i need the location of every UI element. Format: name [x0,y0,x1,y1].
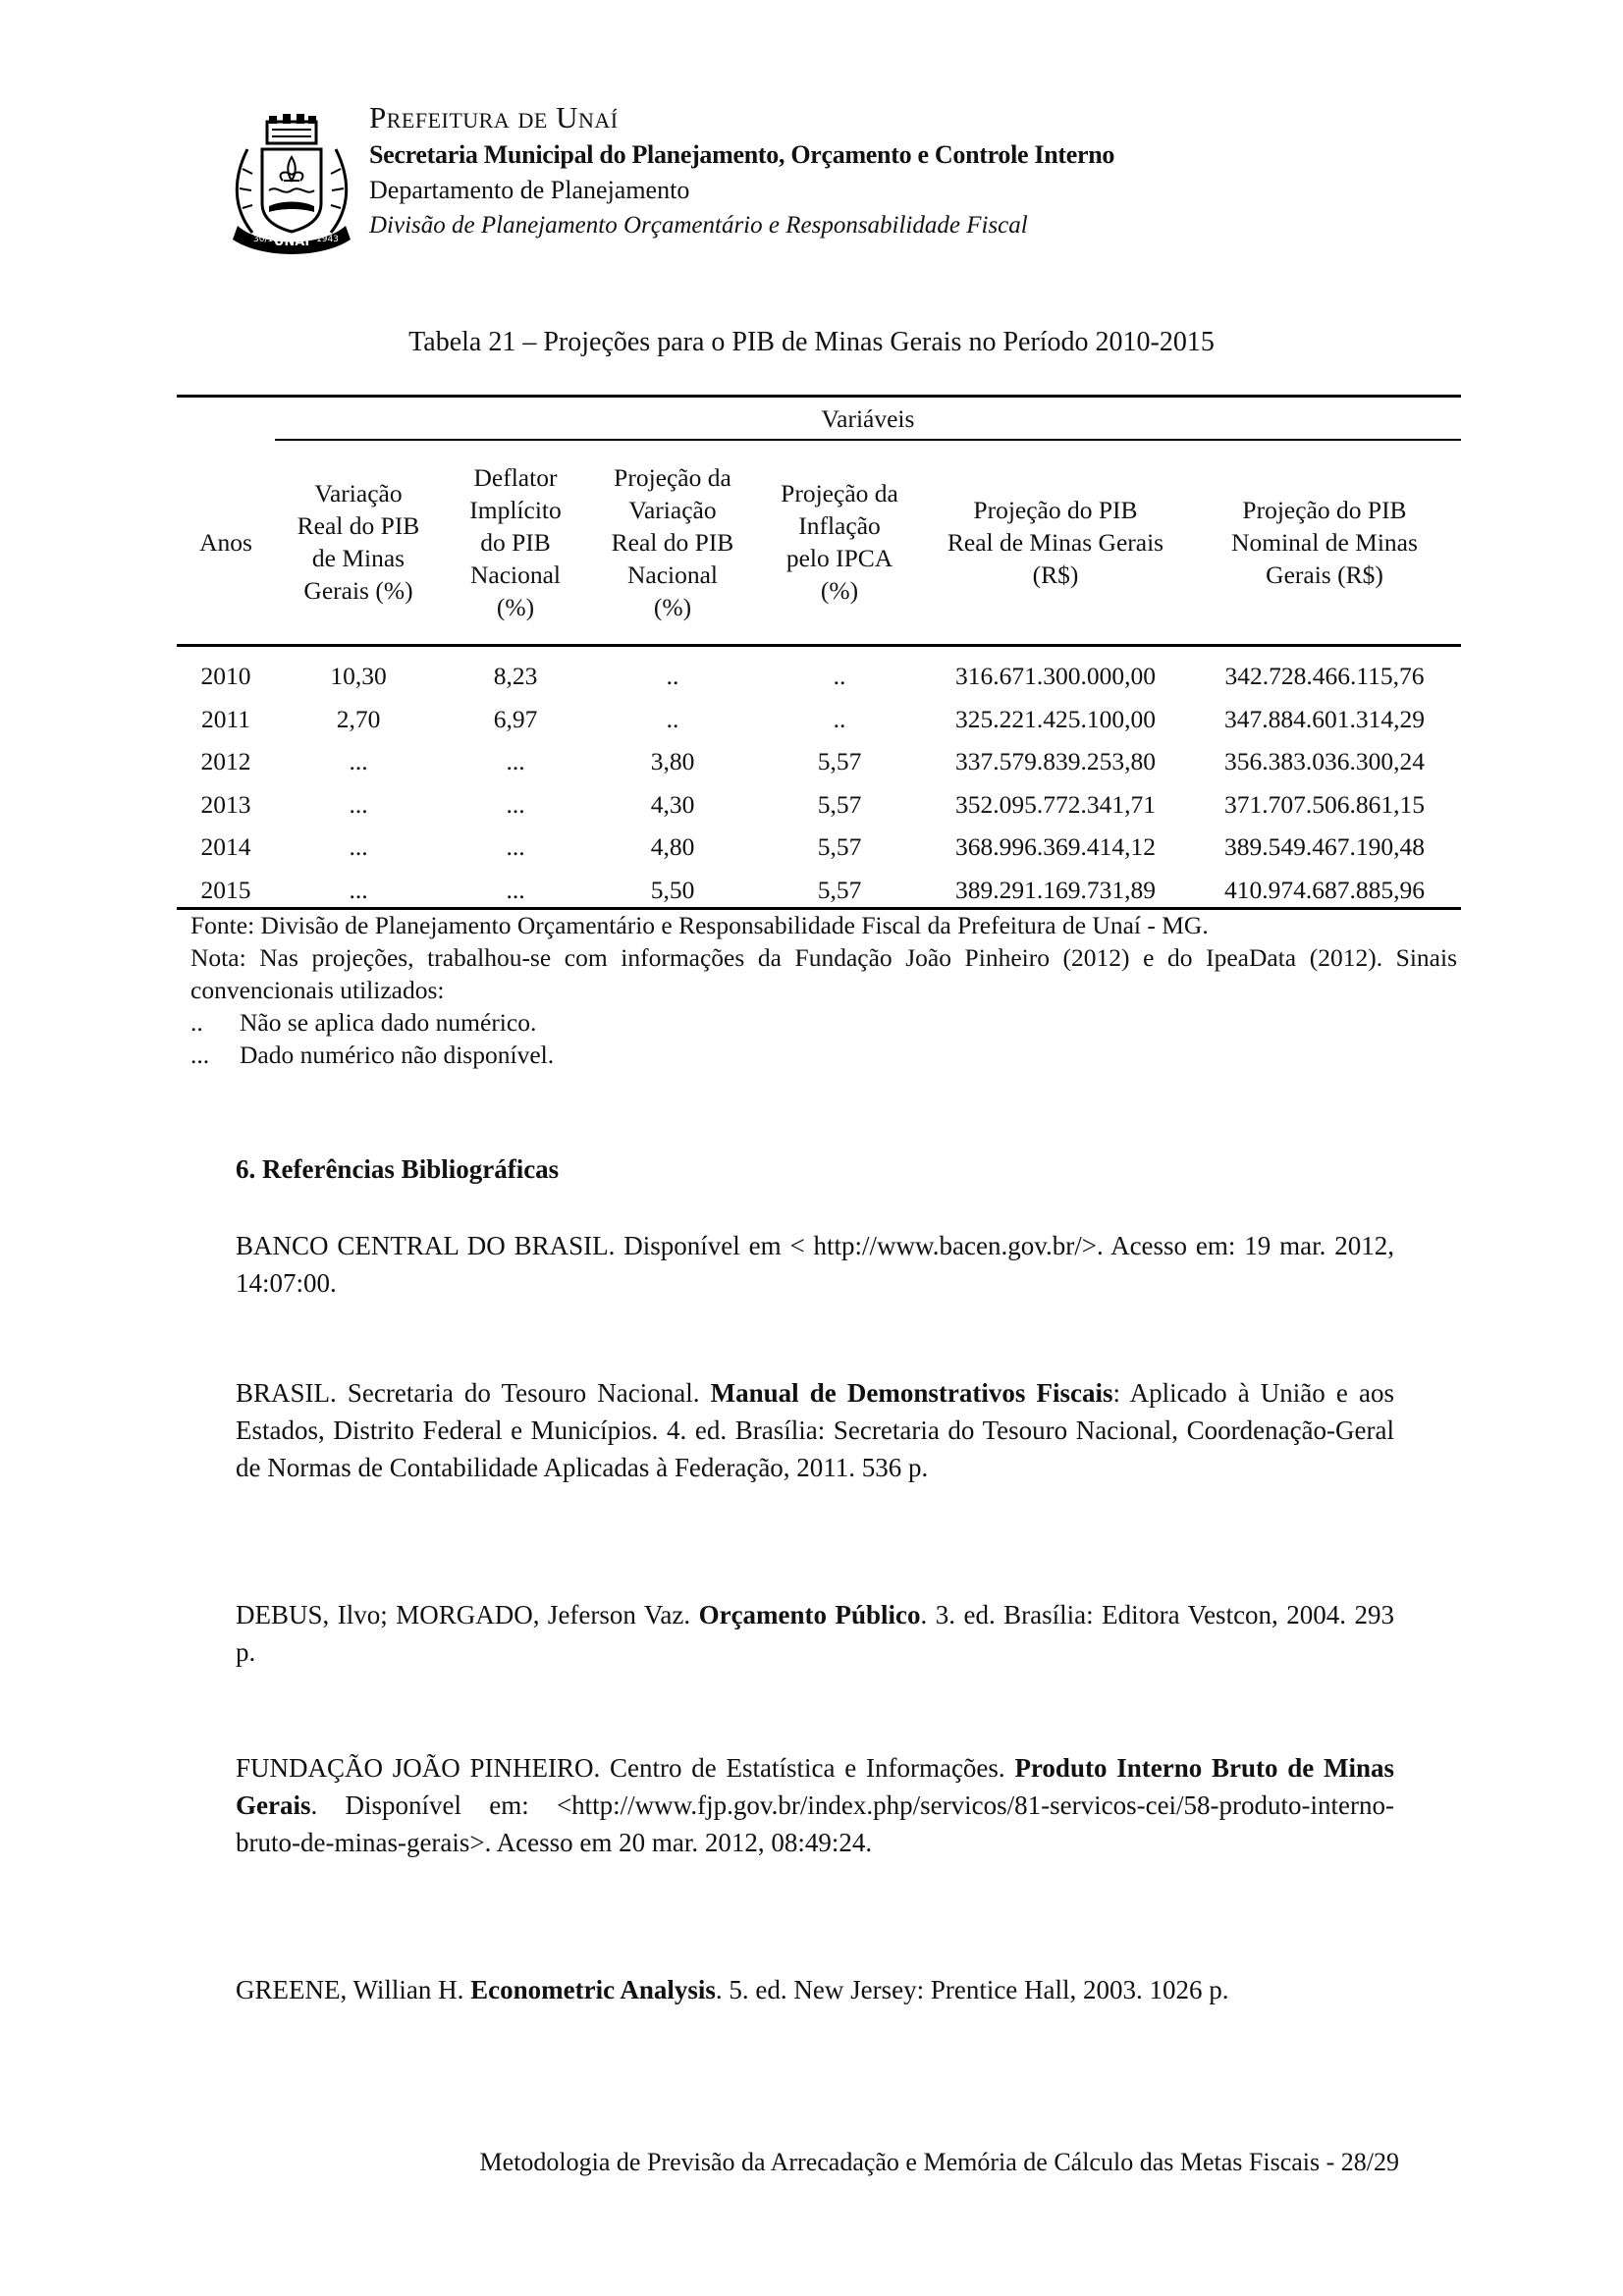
value-cell: 5,57 [817,875,862,904]
table-top-rule [177,395,1461,398]
svg-text:UNAÍ: UNAÍ [273,235,310,249]
reference-item: BRASIL. Secretaria do Tesouro Nacional. Manual de Demonstrativos Fiscais: Aplicado à União e aos Estados, Distrito Federal e Municípios. 4. ed. Brasília: Secretaria do Tesouro Nacional, Coordenação-Geral de Normas de Contabilidade Aplicadas à Federação, 2011. 536 p. [236,1378,1394,1482]
year-cell: 2015 [200,875,251,904]
value-cell: 5,50 [650,875,695,904]
value-cell: .. [666,704,679,733]
reference-item: GREENE, Willian H. Econometric Analysis. 5. ed. New Jersey: Prentice Hall, 2003. 1026 p. [236,1975,1229,2004]
year-cell: 2013 [200,789,251,819]
municipal-coat-of-arms-icon [218,110,365,257]
secretariat-name: Secretaria Municipal do Planejamento, Orçamento e Controle Interno [369,140,1115,169]
value-cell: .. [833,662,846,690]
value-cell: 4,30 [650,789,695,819]
legend-item [190,1039,1457,1071]
col-header-deflator: Deflator Implícito do PIB Nacional (%) [469,462,562,621]
reference-item: FUNDAÇÃO JOÃO PINHEIRO. Centro de Estatística e Informações. Produto Interno Bruto de Minas Gerais. Disponível em: <http://www.fjp.gov.br/index.php/servicos/81-servicos-cei/58-produto-interno-bruto-de-minas-gerais>. Acesso em 20 mar. 2012, 08:49:24. [236,1753,1394,1857]
value-cell: 10,30 [330,662,387,690]
value-cell: 2,70 [336,704,381,733]
group-header-rule [275,439,1461,441]
svg-text:30/12: 30/12 [253,235,279,244]
value-cell: 337.579.839.253,80 [955,747,1156,775]
municipality-name: Prefeitura de Unaí [369,100,619,134]
col-header-var-real-pib-mg: Variação Real do PIB de Minas Gerais (%) [297,479,420,605]
value-cell: 368.996.369.414,12 [955,832,1156,861]
value-cell: 342.728.466.115,76 [1224,662,1425,690]
value-cell: ... [506,789,525,819]
value-cell: 371.707.506.861,15 [1224,789,1425,819]
value-cell: 3,80 [650,747,695,775]
value-cell: ... [349,875,368,904]
value-cell: 352.095.772.341,71 [955,789,1156,819]
value-cell: ... [506,747,525,775]
value-cell: 5,57 [817,832,862,861]
letterhead [369,102,1114,238]
col-header-proj-var-real-pib-nac: Projeção da Variação Real do PIB Nacional (%) [611,462,734,621]
table-caption: Tabela 21 – Projeções para o PIB de Minas Gerais no Período 2010-2015 [408,327,1215,357]
value-cell: 410.974.687.885,96 [1224,875,1425,904]
year-cell: 2011 [200,704,251,733]
value-cell: 389.549.467.190,48 [1224,832,1425,861]
section-title: 6. Referências Bibliográficas [236,1154,560,1184]
year-cell: 2012 [200,747,251,775]
value-cell: 5,57 [817,789,862,819]
reference-item: BANCO CENTRAL DO BRASIL. Disponível em < http://www.bacen.gov.br/>. Acesso em: 19 mar. 2012, 14:07:00. [236,1231,1394,1298]
value-cell: ... [349,832,368,861]
col-header-anos: Anos [199,527,252,557]
year-cell: 2014 [200,832,251,861]
year-cell: 2010 [200,662,251,690]
value-cell: .. [666,662,679,690]
value-cell: 347.884.601.314,29 [1224,704,1425,733]
legend-symbol: .. [190,1008,203,1037]
reference-item: DEBUS, Ilvo; MORGADO, Jeferson Vaz. Orçamento Público. 3. ed. Brasília: Editora Vestcon, 2004. 293 p. [236,1600,1394,1667]
legend-item [190,1006,1457,1039]
value-cell: ... [506,832,525,861]
value-cell: 389.291.169.731,89 [955,875,1156,904]
gdp-projection-table [177,395,1461,915]
division-name: Divisão de Planejamento Orçamentário e Responsabilidade Fiscal [369,212,1028,239]
col-header-proj-ipca: Projeção da Inflação pelo IPCA (%) [781,479,898,605]
table-source: Fonte: Divisão de Planejamento Orçamentário e Responsabilidade Fiscal da Prefeitura de Unaí - MG. [190,911,1209,939]
header-bottom-rule [177,644,1461,647]
legend-text: Dado numérico não disponível. [240,1041,555,1069]
page-footer: Metodologia de Previsão da Arrecadação e Memória de Cálculo das Metas Fiscais - 28/29 [479,2148,1399,2176]
col-header-proj-pib-nominal-mg: Projeção do PIB Nominal de Minas Gerais (R$) [1231,495,1418,589]
value-cell: 6,97 [493,704,538,733]
value-cell: 325.221.425.100,00 [955,704,1156,733]
col-header-proj-pib-real-mg: Projeção do PIB Real de Minas Gerais (R$) [947,495,1164,589]
legend-text: Não se aplica dado numérico. [240,1008,537,1037]
value-cell: ... [506,875,525,904]
table-note: Nota: Nas projeções, trabalhou-se com informações da Fundação João Pinheiro (2012) e do IpeaData (2012). Sinais convencionais utilizados: [190,943,1457,1004]
department-name: Departamento de Planejamento [369,176,690,204]
legend-symbol: ... [190,1041,210,1069]
value-cell: 4,80 [650,832,695,861]
table-notes [190,909,1457,1071]
value-cell: ... [349,747,368,775]
value-cell: ... [349,789,368,819]
value-cell: .. [833,704,846,733]
value-cell: 5,57 [817,747,862,775]
group-header-variaveis: Variáveis [821,404,915,433]
svg-text:1943: 1943 [316,235,339,244]
value-cell: 356.383.036.300,24 [1224,747,1425,775]
value-cell: 8,23 [493,662,538,690]
value-cell: 316.671.300.000,00 [955,662,1156,690]
